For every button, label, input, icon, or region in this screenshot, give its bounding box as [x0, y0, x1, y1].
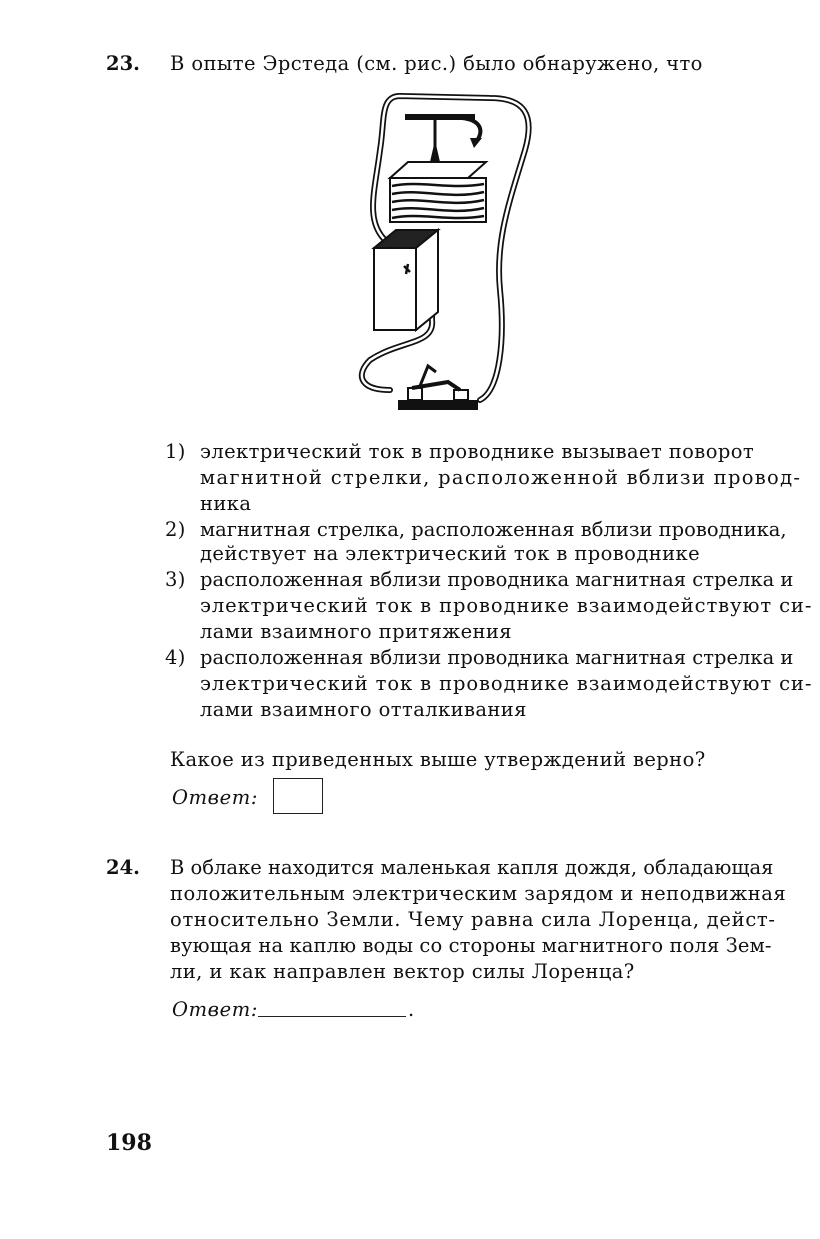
question-24-answer-label: Ответ:	[172, 998, 259, 1021]
question-23-stem: В опыте Эрстеда (см. рис.) было обнаружено, что	[170, 52, 703, 75]
question-24-line-2: положительным электрическим зарядом и неподвижная	[170, 882, 787, 905]
option-1-line-1: электрический ток в проводнике вызывает поворот	[200, 440, 755, 463]
question-24-line-4: вующая на каплю воды со стороны магнитного поля Зем-	[170, 934, 772, 957]
question-24-line-1: В облаке находится маленькая капля дождя, обладающая	[170, 856, 774, 879]
option-1-label: 1)	[165, 440, 186, 463]
option-1-line-2: магнитной стрелки, расположенной вблизи провод-	[200, 466, 802, 489]
option-1-line-3: ника	[200, 492, 252, 515]
option-2-line-1: магнитная стрелка, расположенная вблизи проводника,	[200, 518, 787, 541]
option-2-line-2: действует на электрический ток в проводнике	[200, 542, 701, 565]
question-23-number: 23.	[106, 52, 140, 75]
option-2-label: 2)	[165, 518, 186, 541]
oersted-experiment-figure	[350, 90, 550, 420]
option-3-line-1: расположенная вблизи проводника магнитная стрелка и	[200, 568, 794, 591]
option-4-line-1: расположенная вблизи проводника магнитная стрелка и	[200, 646, 794, 669]
option-3-line-2: электрический ток в проводнике взаимодействуют си-	[200, 594, 813, 617]
battery-box	[374, 230, 438, 330]
option-3-label: 3)	[165, 568, 186, 591]
page-number: 198	[106, 1130, 152, 1156]
switch-key	[398, 366, 478, 410]
option-4-line-2: электрический ток в проводнике взаимодействуют си-	[200, 672, 813, 695]
question-24-line-3: относительно Земли. Чему равна сила Лоренца, дейст-	[170, 908, 776, 931]
option-4-label: 4)	[165, 646, 186, 669]
option-3-line-3: лами взаимного притяжения	[200, 620, 513, 643]
question-23-prompt: Какое из приведенных выше утверждений верно?	[170, 748, 706, 771]
question-24-answer-period: .	[408, 998, 415, 1021]
question-24-answer-line[interactable]	[258, 1016, 406, 1017]
question-23-answer-box[interactable]	[273, 778, 323, 814]
question-23-answer-label: Ответ:	[172, 786, 259, 809]
question-24-line-5: ли, и как направлен вектор силы Лоренца?	[170, 960, 635, 983]
option-4-line-3: лами взаимного отталкивания	[200, 698, 527, 721]
question-24-number: 24.	[106, 856, 140, 879]
wooden-block	[390, 162, 486, 222]
